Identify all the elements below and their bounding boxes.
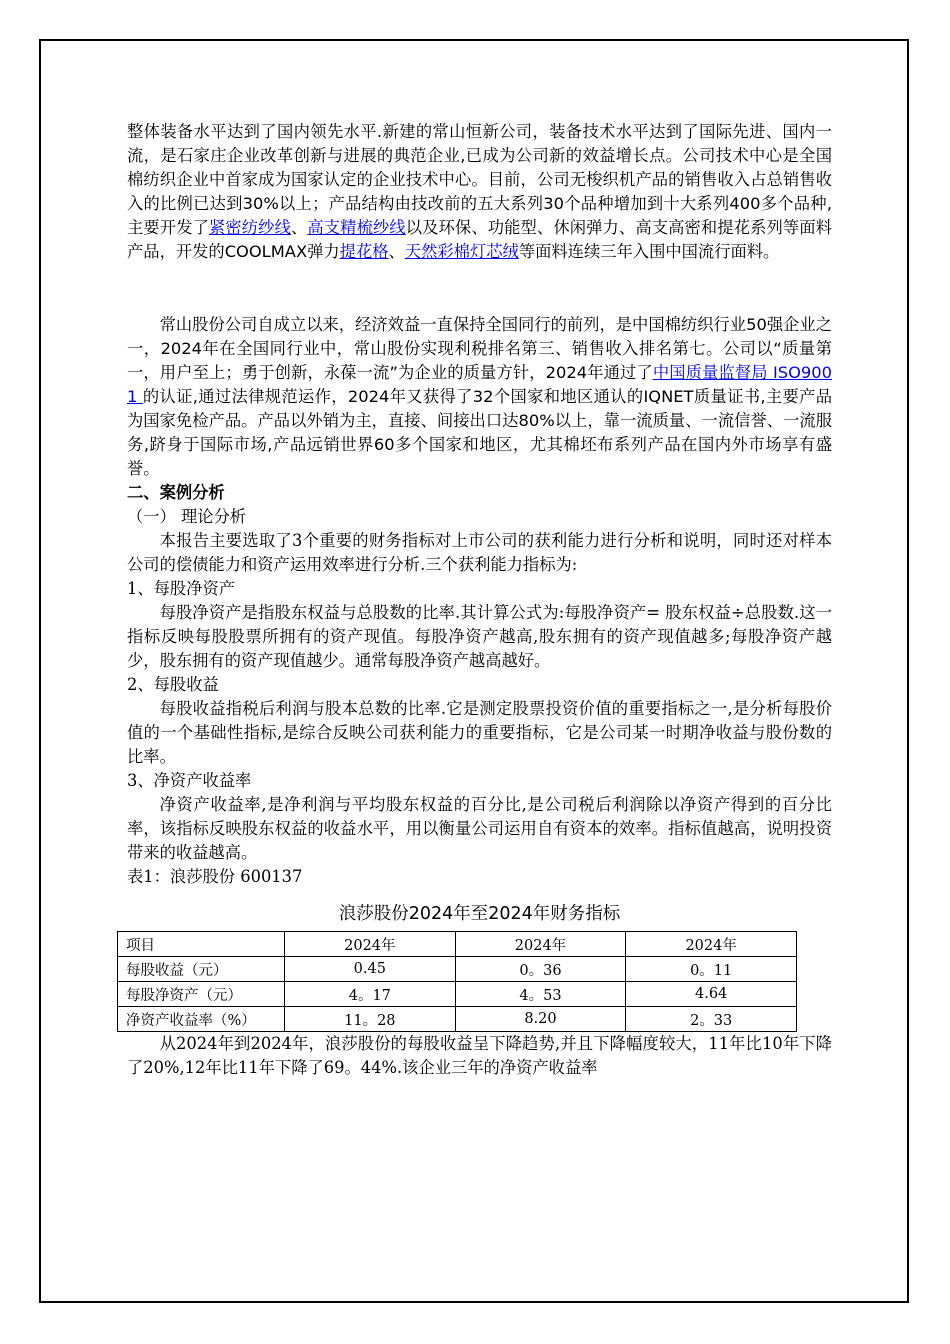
item-title-eps: 2、每股收益 [127, 675, 219, 694]
table-header-cell: 2024年 [626, 932, 797, 957]
item-body-roe: 净资产收益率,是净利润与平均股东权益的百分比,是公司税后利润除以净资产得到的百分比率，该指标反映股东权益的收益水平，用以衡量公司运用自有资本的效率。指标值越高，说明投资带来的收益越高。 [127, 795, 832, 862]
financial-indicators-table [117, 931, 797, 1032]
document-body [127, 120, 832, 1080]
paragraph-intro: 本报告主要选取了3个重要的财务指标对上市公司的获利能力进行分析和说明，同时还对样本公司的偿债能力和资产运用效率进行分析.三个获利能力指标为: [127, 531, 832, 574]
section-heading-case-analysis: 二、案例分析 [127, 483, 225, 502]
table-cell: 2。33 [626, 1007, 797, 1032]
item-title-roe: 3、净资产收益率 [127, 771, 252, 790]
table-cell: 0。11 [626, 957, 797, 982]
table-row [118, 982, 797, 1007]
table-cell: 每股净资产（元） [118, 982, 285, 1007]
table-cell: 0.45 [285, 957, 456, 982]
table-caption: 表1：浪莎股份 600137 [127, 867, 303, 886]
link-natural-cotton-corduroy[interactable]: 天然彩棉灯芯绒 [404, 242, 519, 261]
table-header-cell: 2024年 [285, 932, 456, 957]
link-compact-spun-yarn[interactable]: 紧密纺纱线 [208, 218, 291, 237]
paragraph-company-performance: 常山股份公司自成立以来，经济效益一直保持全国同行的前列，是中国棉纺织行业50强企业之一，2024年在全国同行业中，常山股份实现利税排名第三、销售收入排名第七。公司以“质量第一，用户至上；勇于创新，永葆一流”为企业的质量方针，2024年通过了中国质量监督局 ISO9001 的认证,通过法律规范运作，2024年又获得了32个国家和地区通认的IQNET质量证书,主要产品为国家免检产品。产品以外销为主，直接、间接出口达80%以上，靠一流质量、一流信誉、一流服务,跻身于国际市场,产品远销世界60多个国家和地区，尤其棉坯布系列产品在国内外市场享有盛誉。 [127, 315, 832, 478]
table-row [118, 1007, 797, 1032]
table-header-cell: 2024年 [455, 932, 626, 957]
table-cell: 每股收益（元） [118, 957, 285, 982]
table-header-cell: 项目 [118, 932, 285, 957]
table-cell: 4。53 [455, 982, 626, 1007]
link-jacquard[interactable]: 提花格 [339, 242, 389, 261]
paragraph-company-overview: 整体装备水平达到了国内领先水平.新建的常山恒新公司，装备技术水平达到了国际先进、国内一流，是石家庄企业改革创新与进展的典范企业,已成为公司新的效益增长点。公司技术中心是全国棉纺织企业中首家成为国家认定的企业技术中心。目前，公司无梭织机产品的销售收入占总销售收入的比例已达到30%以上；产品结构由技改前的五大系列30个品种增加到十大系列400多个品种,主要开发了紧密纺纱线、高支精梳纱线以及环保、功能型、休闲弹力、高支高密和提花系列等面料产品，开发的COOLMAX弹力提花格、天然彩棉灯芯绒等面料连续三年入围中国流行面料。 [127, 122, 832, 261]
table-cell: 0。36 [455, 957, 626, 982]
table-cell: 4。17 [285, 982, 456, 1007]
table-title: 浪莎股份2024年至2024年财务指标 [338, 904, 621, 924]
paragraph-conclusion: 从2024年到2024年，浪莎股份的每股收益呈下降趋势,并且下降幅度较大，11年比10年下降了20%,12年比11年下降了69。44%.该企业三年的净资产收益率 [127, 1034, 832, 1077]
table-cell: 净资产收益率（%） [118, 1007, 285, 1032]
link-iso9001[interactable]: 中国质量监督局 ISO9001 [127, 363, 832, 406]
subsection-heading-theory: （一） 理论分析 [127, 507, 247, 526]
table-row [118, 957, 797, 982]
table-header-row [118, 932, 797, 957]
table-cell: 4.64 [626, 982, 797, 1007]
item-body-eps: 每股收益指税后利润与股本总数的比率.它是测定股票投资价值的重要指标之一,是分析每股价值的一个基础性指标,是综合反映公司获利能力的重要指标，它是公司某一时期净收益与股份数的比率。 [127, 699, 832, 766]
link-combed-yarn[interactable]: 高支精梳纱线 [307, 218, 406, 237]
table-cell: 8.20 [455, 1007, 626, 1032]
item-body-net-assets-per-share: 每股净资产是指股东权益与总股数的比率.其计算公式为:每股净资产= 股东权益÷总股数.这一指标反映每股股票所拥有的资产现值。每股净资产越高,股东拥有的资产现值越多;每股净资产越少，股东拥有的资产现值越少。通常每股净资产越高越好。 [127, 603, 832, 670]
table-cell: 11。28 [285, 1007, 456, 1032]
item-title-net-assets-per-share: 1、每股净资产 [127, 579, 236, 598]
